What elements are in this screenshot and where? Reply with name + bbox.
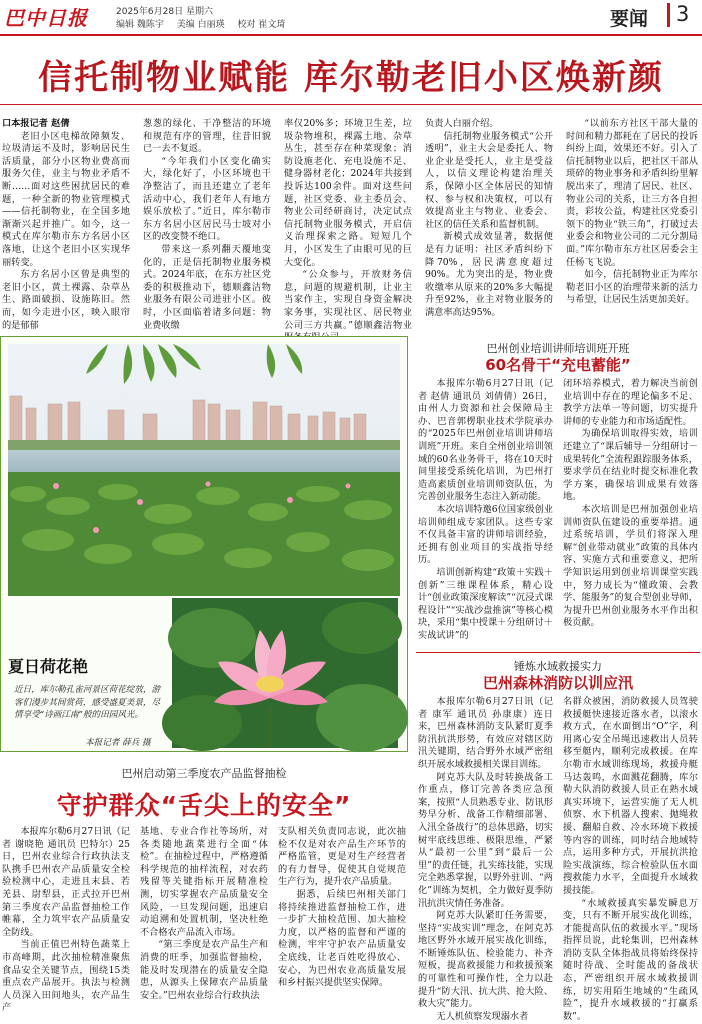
- paragraph: 老旧小区电梯故障频发、垃圾清运不及时，影响居民生活质量，部分小区物业费高而服务欠佳，业主与物业矛盾不断……面对这些困扰居民的难题，一种全新的物业管理模式——信托制物业，在全国多地渐渐兴起并推广。如今，这一模式在库尔勒市东方名居小区落地，让这个老旧小区实现华丽转变。: [2, 130, 130, 268]
- inspection-column-2: [140, 826, 268, 1022]
- top-story-column-3: [284, 118, 412, 330]
- paragraph: 阿克苏大队紧盯任务需要，坚持“实战实训”理念，在阿克苏地区野外水域开展实战化训练，不断锤炼队伍、检验能力、补齐短板，提高救援能力和救援预案的可靠性和可操作性，全力以赴提升“防大汛、抗大洪、抢大险、救大灾”能力。: [418, 910, 553, 1010]
- river: [8, 450, 400, 474]
- paragraph: 东方名居小区曾是典型的老旧小区，黄土裸露、杂草丛生、路面破损、设施陈旧。然而，如今走进小区，映入眼帘的是郁郁: [2, 269, 130, 331]
- photo-credit: 本报记者 薛兵 摄: [85, 738, 151, 748]
- photo-story-title: 夏日荷花艳: [8, 657, 89, 676]
- headline-rule: [0, 104, 702, 105]
- inspection-column-3: [278, 826, 406, 1022]
- fire-column-1: [418, 696, 553, 1022]
- training-kicker: 巴州创业培训讲师培训班开班: [486, 342, 630, 355]
- paragraph: 如今，信托制物业正为库尔勒老旧小区的治理带来新的活力与希望，让居民生活更加美好。: [566, 269, 698, 306]
- paragraph: 新模式成效显著，数据便是有力证明：社区矛盾纠纷下降70%，居民满意度超过90%。尤为突出的是，物业费收缴率从原来的20%多大幅提升至92%，业主对物业服务的满意率高达95%。: [425, 231, 553, 318]
- paragraph: 据悉，后续巴州相关部门将持续推进监督抽检工作，进一步扩大抽检范围、加大抽检力度，以严格的监督和严谨的检测，牢牢守护农产品质量安全底线，让老百姓吃得放心、安心，为巴州农业高质量发展和乡村振兴提供坚实保障。: [278, 888, 406, 989]
- paragraph: 本报库尔勒6月27日讯（记者 谢晓艳 通讯员 巴特尔）25日，巴州农业综合行政执法支队携手巴州农产品质量安全检验检测中心，走进且末县、若羌县、尉犁县，正式拉开巴州第三季度农产品监督抽检工作帷幕，全力筑牢农产品质量安全防线。: [2, 826, 130, 938]
- staff-line: [116, 17, 295, 30]
- paragraph: 支队相关负责同志说，此次抽检不仅是对农产品生产环节的严格监管，更是对生产经营者的有力督导，促使其自觉规范生产行为，提升农产品质量。: [278, 826, 406, 888]
- paragraph: “水域救援真实暴发瞬息万变，只有不断开展实战化训练，才能提高队伍的救援水平。”现场指挥员说，此轮集训，巴州森林消防支队全体指战员将始终保持随时待战、全时能战的备战状态，严密组织开展水域救援训练，切实用陌生地域的“生疏风险”，提升水域救援的“打赢系数”。: [563, 897, 698, 1022]
- paragraph: 信托制物业服务模式“公开透明”，业主大会是委托人、物业企业是受托人，业主是受益人，以信义理论构建治理关系，保障小区全体居民的知情权、参与权和决策权，可以有效提高业主与物业、业委会、社区的信任关系和监督机制。: [425, 130, 553, 230]
- paragraph: 本次培训是巴州加强创业培训师资队伍建设的重要举措。通过系统培训，学员们将深入理解“创业带动就业”政策的具体内容、实施方式和重要意义，把所学知识运用到创业培训课堂实践中，努力成长为“懂政策、会教学、能服务”的复合型创业导师，为提升巴州创业服务水平作出积极贡献。: [563, 503, 698, 629]
- photo-caption: 近日，库尔勒孔雀河景区荷花绽放，游客们漫步其间赏荷，感受盛夏美景，尽情享受“诗画江南”般的田园风光。: [14, 685, 161, 721]
- top-story-column-2: [143, 118, 271, 330]
- paragraph: 名群众被困，消防救援人员驾驶救援艇快速接近落水者，以滚水救方式，在水面倒出“O”字，利用离心安全吊绳迅速救出人员转移至艇内，顺利完成救援。在库尔勒市水域训练现场，救援舟艇马达轰鸣，水面溅花翻腾，库尔勒大队消防救援人员正在熟水域真实环境下，运营实施了无人机侦察、水下机器人搜索、抛绳救援、翻船自救、冷水环境下救援等内容的训练，同时结合地域特点，运用多种方式，开展抗洪抢险实战演练，综合检验队伍水面搜救能力水平，全面提升水域救援技能。: [563, 696, 698, 896]
- paragraph: “今年我们小区变化确实大，绿化好了，小区环境也干净整洁了，而且还建立了老年活动中心，我们老年人有地方娱乐放松了。”近日，库尔勒市东方名居小区居民马士坡对小区的改变赞不绝口。: [143, 155, 271, 243]
- story-divider: [416, 652, 700, 653]
- date-line: 2025年6月28日 星期六: [116, 7, 213, 17]
- newspaper-logo: 巴中日报: [4, 6, 88, 30]
- paragraph: 本报库尔勒6月27日讯（记者 赵倩 通讯员 刘倩倩）26日，由州人力资源和社会保障局主办、巴音郭楞职业技术学院承办的“2025年巴州创业培训讲师培训班”开班。来自全州创业培训领域的60名业务骨干，将在10天时间里接受系统化培训，为巴州打造高素质创业培训师资队伍，为完善创业服务生态注入新动能。: [418, 378, 553, 503]
- inspection-column-1: [2, 826, 130, 1022]
- art-editor: 美编 白丽瑛: [176, 20, 225, 30]
- paragraph: 本次培训特邀6位国家级创业培训师组成专家团队。这些专家不仅具备丰富的讲师培训经验，还拥有创业项目的实战指导经历。: [418, 503, 553, 566]
- paragraph: “公众参与，开放财务信息，问题的规避机制，让业主当家作主，实现自身资金解决家务事，实现社区、居民物业公司三方共赢。”德顺鑫洁物业: [284, 269, 412, 331]
- paragraph: 负责人白丽介绍。: [425, 118, 499, 129]
- paragraph: 为确保培训取得实效，培训还建立了“课后辅导－分组研讨－成果转化”全流程跟踪服务体系，要求学员在结业时提交标准化教学方案，确保培训成果有效落地。: [563, 428, 698, 503]
- top-story-column-5: [566, 118, 698, 330]
- paragraph: 率仅20%多；环境卫生差，垃圾杂物堆积，裸露土地、杂草丛生，甚至存在种菜现象；消防设施老化、充电设施不足、健身器材老化；2024年共接到投诉达100余件。面对这些问题，社区党委、业主委员会、物业公司经研商讨，决定试点信托制物业服务模式，开启信义治理探索之路。短短几个月，小区发生了由眼可见的巨大变化。: [284, 118, 412, 268]
- training-column-1: [418, 378, 553, 646]
- paragraph: “第三季度是农产品生产和消费的旺季，加强监督抽检，能及时发现潜在的质量安全隐患，从源头上保障农产品质量安全。”巴州农业综合行政执法: [140, 939, 268, 1001]
- paragraph: 带来这一系列翻天覆地变化的，正是信托制物业服务模式。2024年底，在东方社区党委的积极推动下，德顺鑫洁物业服务有限公司进驻小区。彼时，小区面临着诸多问题：物业费收缴: [143, 243, 271, 331]
- inspection-headline: 守护群众“舌尖上的安全”: [56, 791, 352, 820]
- paragraph: 阿克苏大队及时转换战备工作重点，修订完善各类应急预案，按照“人员熟悉专业、防讯形势早分析、战备工作精细部署、入汛全备战行”的总体思路，切实树牢底线思维、极限思维，严紧从“最初一公里”到“最后一公里”的责任链，扎实练技能，实现完全熟悉掌握，以野外驻训、“两化”训练为契机，全力做好夏季防汛抗洪灾情任务准备。: [418, 771, 553, 909]
- paragraph: 本报库尔勒6月27日讯（记者 康军 通讯员 孙康康）连日来，巴州森林消防支队紧盯夏季防汛抗洪形势，有效应对辖区防汛关键期，结合野外水域严密组织开展水域救援相关课目训练。: [418, 696, 553, 770]
- fire-column-2: [563, 696, 698, 1022]
- lotus-closeup-photo: [172, 598, 398, 748]
- masthead: [0, 0, 702, 36]
- top-story-column-1: [2, 118, 130, 330]
- section-divider: [667, 3, 670, 27]
- paragraph: “以前东方社区干部大量的时间和精力都耗在了居民的投诉纠纷上面，效果还不好。引入了信托制物业以后，把社区干部从琐碎的物业事务和矛盾纠纷里解脱出来了，理清了居民、社区、物业公司的关系，让三方各自担责，彩妆公益，构建社区党委引领下的物业“铁三角”，打破过去业委会和物业公司的二元分割局面。”库尔勒市东方社区居委会主任杨飞飞说。: [566, 118, 698, 268]
- training-headline: 60名骨干“充电蓄能”: [485, 356, 631, 374]
- paragraph: 基地、专业合作社等场所，对各类随地蔬菜进行全面“体检”。在抽检过程中，严格遵循科学规范的抽样流程，对农药残留等关键指标开展精准检测，切实掌握农产品质量安全风险，一旦发现问题，迅速启动追溯和处置机制，坚决杜绝不合格农产品流入市场。: [140, 826, 268, 938]
- paragraph: 无人机侦察发现溺水者: [436, 1010, 529, 1022]
- proofreader: 校对 崔文琦: [237, 20, 286, 30]
- paragraph: 当前正值巴州特色蔬菜上市高峰期，此次抽检精准聚焦食品安全关键节点，围绕15类重点农产品展开。执法与检测人员深入田间地头，农产品生产: [2, 939, 130, 1014]
- top-story-byline: 口本报记者 赵倩: [2, 118, 70, 129]
- training-column-2: [563, 378, 698, 646]
- fire-headline: 巴州森林消防以训应汛: [482, 674, 633, 692]
- paragraph: 培训创新构建“政策＋实践＋创新”三维课程体系，精心设计“创业政策深度解读”“沉浸式课程设计”“实战沙盘推演”等核心模块，采用“集中授课＋分组研讨＋实战试讲”的: [418, 566, 553, 641]
- top-story-headline: 信托制物业赋能 库尔勒老旧小区焕新颜: [38, 58, 664, 98]
- lotus-landscape-photo: [8, 344, 400, 596]
- page-number: 3: [676, 2, 690, 26]
- paragraph: 葱葱的绿化、干净整洁的环境和规范有序的管理，往昔旧貌已一去不复返。: [143, 118, 271, 155]
- editor: 编辑 魏陈宇: [116, 20, 164, 30]
- inspection-kicker: 巴州启动第三季度农产品监督抽检: [121, 767, 287, 780]
- paragraph: 闭环培养模式，着力解决当前创业培训中存在的理论偏多不足、教学方法单一等问题，切实提升讲师的专业能力和市场适配性。: [563, 378, 698, 427]
- fire-kicker: 锤炼水域救援实力: [514, 660, 602, 673]
- top-story-column-4: [425, 118, 553, 330]
- section-title: 要闻: [610, 8, 649, 30]
